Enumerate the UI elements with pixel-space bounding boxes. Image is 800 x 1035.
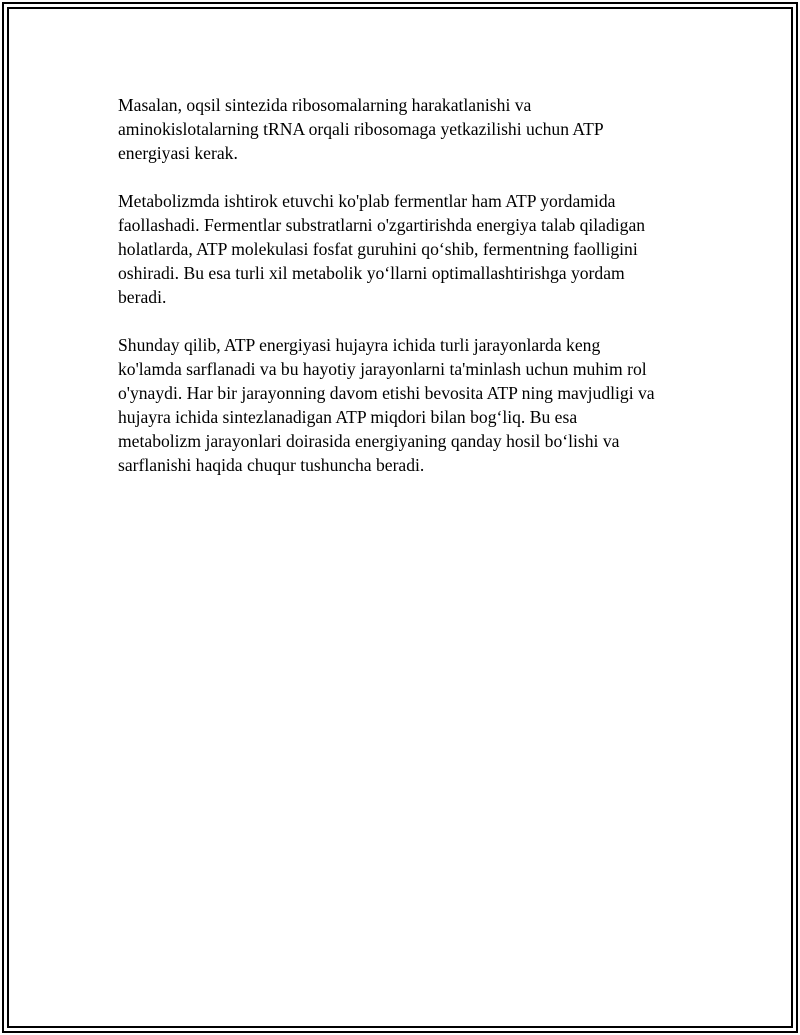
- text-line: ko'lamda sarflanadi va bu hayotiy jarayonlarni ta'minlash uchun muhim rol: [118, 359, 647, 379]
- text-line: o'ynaydi. Har bir jarayonning davom etishi bevosita ATP ning mavjudligi va: [118, 383, 655, 403]
- paragraph-1: [118, 93, 698, 165]
- text-line: faollashadi. Fermentlar substratlarni o'zgartirishda energiya talab qiladigan: [118, 215, 646, 235]
- text-line: oshiradi. Bu esa turli xil metabolik yo‘llarni optimallashtirishga yordam: [118, 263, 625, 283]
- text-line: aminokislotalarning tRNA orqali ribosomaga yetkazilishi uchun ATP: [118, 119, 604, 139]
- text-line: Shunday qilib, ATP energiyasi hujayra ichida turli jarayonlarda keng: [118, 335, 601, 355]
- text-line: beradi.: [118, 287, 167, 307]
- paragraph-3: [118, 333, 698, 477]
- text-line: Metabolizmda ishtirok etuvchi ko'plab fermentlar ham ATP yordamida: [118, 191, 616, 211]
- text-line: holatlarda, ATP molekulasi fosfat guruhini qo‘shib, fermentning faolligini: [118, 239, 638, 259]
- paragraph-2: [118, 189, 698, 309]
- text-line: sarflanishi haqida chuqur tushuncha beradi.: [118, 455, 425, 475]
- document-body: [118, 93, 698, 501]
- text-line: metabolizm jarayonlari doirasida energiyaning qanday hosil bo‘lishi va: [118, 431, 620, 451]
- text-line: energiyasi kerak.: [118, 143, 238, 163]
- text-line: Masalan, oqsil sintezida ribosomalarning harakatlanishi va: [118, 95, 532, 115]
- text-line: hujayra ichida sintezlanadigan ATP miqdori bilan bog‘liq. Bu esa: [118, 407, 578, 427]
